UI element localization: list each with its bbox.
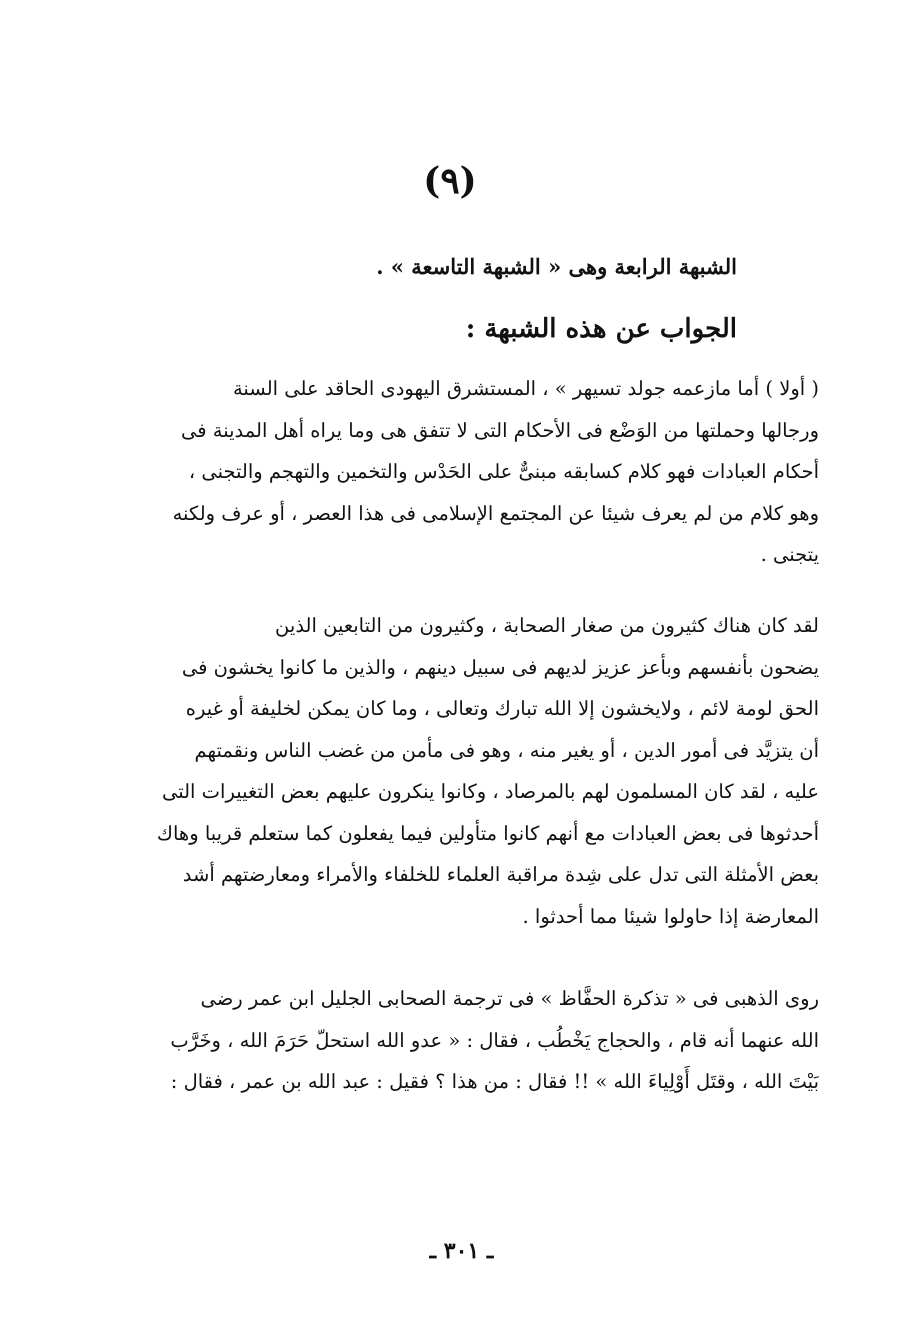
text-line: لقد كان هناك كثيرون من صغار الصحابة ، وكثيرون من التابعين الذين — [275, 614, 819, 637]
paragraph-first-answer — [103, 368, 819, 576]
text-line: أحدثوها فى بعض العبادات مع أنهم كانوا متأولين فيما يفعلون كما ستعلم قريبا وهاك — [156, 821, 819, 845]
text-line: ( أولا ) أما مازعمه جولد تسيهر » ، المستشرق اليهودى الحاقد على السنة — [232, 377, 819, 400]
text-line: عليه ، لقد كان المسلمون لهم بالمرصاد ، وكانوا ينكرون عليهم بعض التغييرات التى — [161, 780, 819, 803]
section-heading-shubha: الشبهة الرابعة وهى « الشبهة التاسعة » . — [376, 254, 737, 279]
paragraph-companions — [103, 605, 819, 937]
text-line: يضحون بأنفسهم وبأعز عزيز لديهم فى سبيل دينهم ، والذين ما كانوا يخشون فى — [181, 655, 819, 679]
page-number: ـ ٣٠١ ـ — [429, 1238, 494, 1264]
text-line: ورجالها وحملتها من الوَضْع فى الأحكام التى لا تتفق هى وما يراه أهل المدينة فى — [181, 418, 819, 442]
paragraph-dhahabi — [103, 978, 819, 1103]
text-line: وهو كلام من لم يعرف شيئا عن المجتمع الإسلامى فى هذا العصر ، أو عرف ولكنه — [172, 501, 819, 525]
text-line: روى الذهبى فى « تذكرة الحفَّاظ » فى ترجمة الصحابى الجليل ابن عمر رضى — [200, 987, 819, 1010]
text-line: بعض الأمثلة التى تدل على شِدة مراقبة العلماء للخلفاء والأمراء ومعارضتهم أشد — [182, 863, 819, 886]
text-line: بَيْتَ الله ، وقتَل أَوْلِياءَ الله » !! فقال : من هذا ؟ فقيل : عبد الله بن عمر ، فقال : — [170, 1070, 819, 1093]
text-line: الله عنهما أنه قام ، والحجاج يَخْطُب ، فقال : « عدو الله استحلّ حَرَمَ الله ، وخَرَّب — [170, 1028, 819, 1052]
chapter-number: (٩) — [423, 160, 477, 202]
text-line: الحق لومة لائم ، ولايخشون إلا الله تبارك وتعالى ، وما كان يمكن لخليفة أو غيره — [185, 697, 819, 720]
text-line: أحكام العبادات فهو كلام كسابقه مبنىٌّ على الحَدْس والتخمين والتهجم والتجنى ، — [188, 460, 819, 483]
text-line: أن يتزيَّد فى أمور الدين ، أو يغير منه ، وهو فى مأمن من غضب الناس ونقمتهم — [194, 738, 819, 762]
text-line: يتجنى . — [760, 543, 819, 566]
section-heading-jawab: الجواب عن هذه الشبهة : — [465, 314, 737, 344]
text-line: المعارضة إذا حاولوا شيئا مما أحدثوا . — [522, 904, 819, 928]
